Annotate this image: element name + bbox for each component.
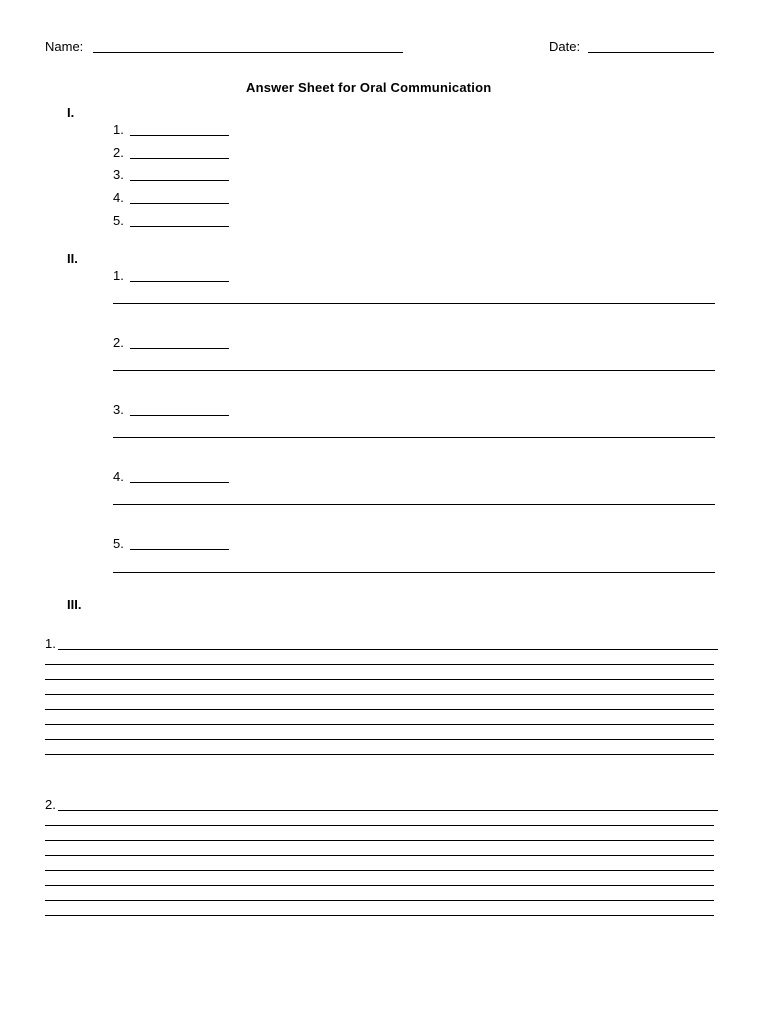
essay-line[interactable]	[45, 840, 714, 841]
section-2-item-1-blank[interactable]	[130, 281, 229, 282]
essay-line[interactable]	[45, 694, 714, 695]
section-1-item-2-number: 2.	[113, 145, 124, 160]
section-2-item-2-answer-line[interactable]	[113, 370, 715, 371]
section-2-item-2-blank[interactable]	[130, 348, 229, 349]
essay-line[interactable]	[45, 679, 714, 680]
section-3-label: III.	[67, 597, 82, 612]
section-1-item-5-blank[interactable]	[130, 226, 229, 227]
essay-line[interactable]	[45, 739, 714, 740]
page-title: Answer Sheet for Oral Communication	[246, 80, 492, 95]
section-1-item-1-blank[interactable]	[130, 135, 229, 136]
essay-line[interactable]	[45, 855, 714, 856]
section-1-item-3-number: 3.	[113, 167, 124, 182]
section-2-label: II.	[67, 251, 78, 266]
section-2-item-5-answer-line[interactable]	[113, 572, 715, 573]
essay-line[interactable]	[45, 754, 714, 755]
name-field[interactable]	[93, 52, 403, 53]
section-1-label: I.	[67, 105, 75, 120]
essay-line[interactable]	[45, 825, 714, 826]
section-2-item-4-blank[interactable]	[130, 482, 229, 483]
name-label: Name:	[45, 39, 84, 54]
section-3-item-1-first-line[interactable]	[58, 649, 718, 650]
section-2-item-4-number: 4.	[113, 469, 124, 484]
essay-line[interactable]	[45, 885, 714, 886]
section-2-item-3-answer-line[interactable]	[113, 437, 715, 438]
section-1-item-5-number: 5.	[113, 213, 124, 228]
section-1-item-4-blank[interactable]	[130, 203, 229, 204]
section-3-item-1-number: 1.	[45, 636, 56, 651]
section-2-item-4-answer-line[interactable]	[113, 504, 715, 505]
section-1-item-3-blank[interactable]	[130, 180, 229, 181]
essay-line[interactable]	[45, 664, 714, 665]
section-1-item-1-number: 1.	[113, 122, 124, 137]
essay-line[interactable]	[45, 724, 714, 725]
section-2-item-5-blank[interactable]	[130, 549, 229, 550]
essay-line[interactable]	[45, 915, 714, 916]
section-2-item-1-number: 1.	[113, 268, 124, 283]
section-2-item-3-blank[interactable]	[130, 415, 229, 416]
section-2-item-5-number: 5.	[113, 536, 124, 551]
date-label: Date:	[549, 39, 581, 54]
essay-line[interactable]	[45, 709, 714, 710]
section-2-item-3-number: 3.	[113, 402, 124, 417]
section-3-item-2-number: 2.	[45, 797, 56, 812]
section-1-item-4-number: 4.	[113, 190, 124, 205]
date-field[interactable]	[588, 52, 714, 53]
section-3-item-2-first-line[interactable]	[58, 810, 718, 811]
section-2-item-1-answer-line[interactable]	[113, 303, 715, 304]
section-1-item-2-blank[interactable]	[130, 158, 229, 159]
essay-line[interactable]	[45, 900, 714, 901]
essay-line[interactable]	[45, 870, 714, 871]
section-2-item-2-number: 2.	[113, 335, 124, 350]
